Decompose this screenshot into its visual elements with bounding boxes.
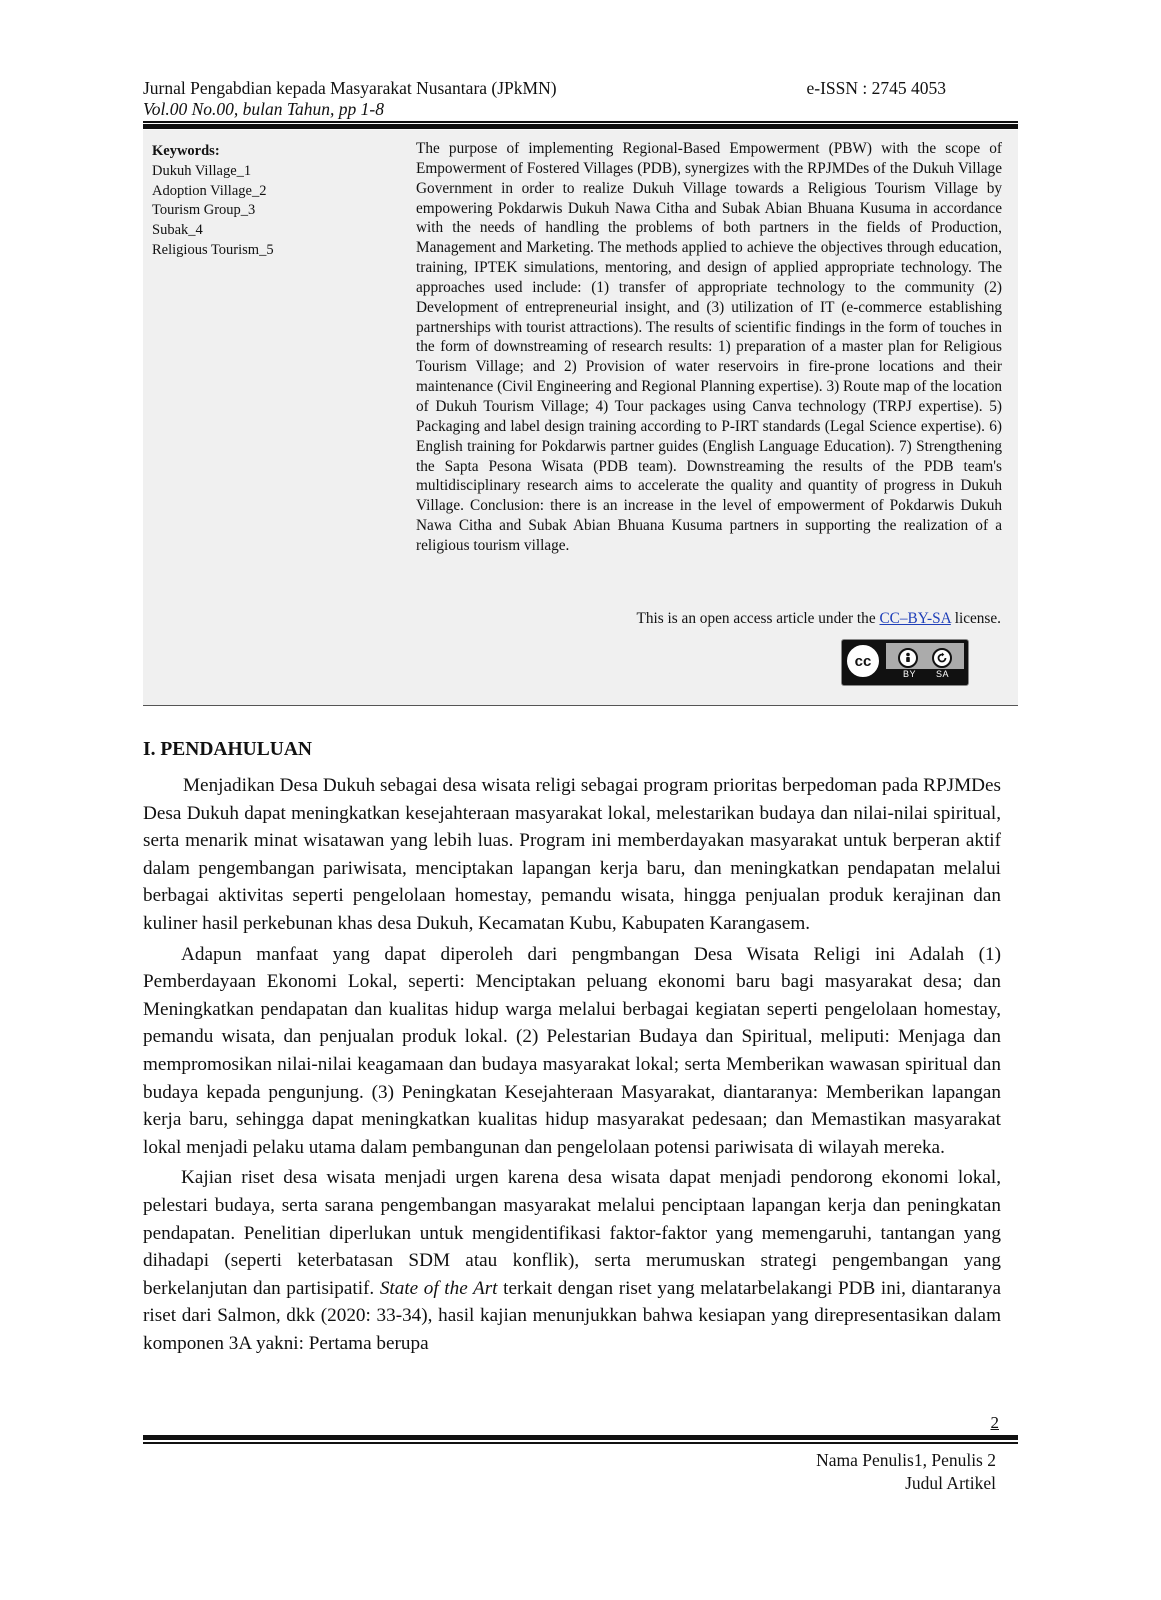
- license-statement: [636, 610, 1001, 628]
- body-paragraph: [143, 1164, 1001, 1357]
- header-rule-thick: [143, 124, 1018, 129]
- by-label: BY: [903, 669, 917, 679]
- badge-grey-band: [886, 643, 964, 669]
- keyword-item: Subak_4: [152, 222, 203, 239]
- keyword-item: Dukuh Village_1: [152, 162, 252, 179]
- license-link[interactable]: CC–BY-SA: [879, 610, 951, 627]
- italic-term: State of the Art: [379, 1277, 498, 1299]
- license-prefix: This is an open access article under the: [636, 610, 880, 627]
- keyword-item: Religious Tourism_5: [152, 241, 274, 258]
- by-person-icon: [898, 648, 918, 668]
- issn: e-ISSN : 2745 4053: [806, 78, 946, 98]
- license-suffix: license.: [950, 610, 1001, 627]
- body-paragraph: Menjadikan Desa Dukuh sebagai desa wisata religi sebagai program prioritas berpedoman pada RPJMDes Desa Dukuh dapat meningkatkan kesejahteraan masyarakat lokal, melestarikan budaya dan nilai-nilai spiritual, serta menarik minat wisatawan yang lebih luas. Program ini memberdayakan masyarakat untuk berperan aktif dalam pengembangan pariwisata, menciptakan lapangan kerja baru, dan meningkatkan pendapatan melalui berbagai aktivitas seperti pengelolaan homestay, pemandu wisata, hingga penjualan produk kerajinan dan kuliner hasil perkebunan khas desa Dukuh, Kecamatan Kubu, Kabupaten Karangasem.: [143, 775, 1001, 934]
- page-number: 2: [990, 1413, 999, 1432]
- keywords-title: Keywords:: [152, 143, 220, 159]
- header-rule-thin: [143, 121, 1018, 123]
- paragraph-text: terkait dengan riset yang melatarbelakangi PDB ini, diantaranya riset dari Salmon, dkk (2020: 33-34), hasil kajian menunjukkan bahwa kesiapan yang direpresentasikan dalam komponen 3A yakni: Pertama berupa: [143, 1277, 1001, 1354]
- paragraph-text: Kajian riset desa wisata menjadi urgen karena desa wisata dapat menjadi pendorong ekonomi lokal, pelestari budaya, serta sarana pengembangan masyarakat melalui penciptaan lapangan kerja dan peningkatan pendapatan. Penelitian diperlukan untuk mengidentifikasi faktor-faktor yang memengaruhi, tantangan yang dihadapi (seperti keterbatasan SDM atau konflik), serta merumuskan strategi pengembangan yang berkelanjutan dan partisipatif.: [143, 1167, 1001, 1299]
- section-title: I. PENDAHULUAN: [143, 739, 313, 760]
- sa-label: SA: [936, 669, 950, 679]
- keyword-item: Adoption Village_2: [152, 182, 267, 199]
- journal-name: Jurnal Pengabdian kepada Masyarakat Nusantara (JPkMN): [143, 78, 557, 98]
- keyword-item: Tourism Group_3: [152, 202, 256, 219]
- keywords-block: [152, 142, 274, 261]
- section-body: [143, 772, 1001, 1360]
- volume-info: Vol.00 No.00, bulan Tahun, pp 1-8: [143, 99, 384, 119]
- abstract-box: [143, 130, 1018, 706]
- footer-rule-thin: [143, 1442, 1018, 1444]
- footer-article-title: Judul Artikel: [905, 1473, 996, 1493]
- cc-by-sa-badge[interactable]: [841, 639, 969, 686]
- running-footer: [816, 1449, 996, 1495]
- footer-authors: Nama Penulis1, Penulis 2: [816, 1450, 996, 1470]
- footer-rule-thick: [143, 1435, 1018, 1440]
- body-paragraph: Adapun manfaat yang dapat diperoleh dari pengmbangan Desa Wisata Religi ini Adalah (1) Pemberdayaan Ekonomi Lokal, seperti: Menciptakan peluang ekonomi baru bagi masyarakat desa; dan Meningkatkan pendapatan dan kualitas hidup warga melalui berbagai kegiatan seperti pengelolaan homestay, pemandu wisata, dan penjualan produk lokal. (2) Pelestarian Budaya dan Spiritual, meliputi: Menjaga dan mempromosikan nilai-nilai keagamaan dan budaya masyarakat lokal; serta Memberikan wawasan spiritual dan budaya kepada pengunjung. (3) Peningkatan Kesejahteraan Masyarakat, diantaranya: Memberikan lapangan kerja baru, sehingga dapat meningkatkan kualitas hidup masyarakat pedesaan; dan Memastikan masyarakat lokal menjadi pelaku utama dalam pembangunan dan pengelolaan potensi pariwisata di wilayah mereka.: [143, 943, 1001, 1158]
- sa-share-alike-icon: [932, 648, 952, 668]
- cc-icon: cc: [845, 643, 881, 679]
- abstract-text: The purpose of implementing Regional-Based Empowerment (PBW) with the scope of Empowerment of Fostered Villages (PDB), synergizes with the RPJMDes of the Dukuh Village Government in order to realize Dukuh Village towards a Religious Tourism Village by empowering Pokdarwis Dukuh Nawa Citha and Subak Abian Bhuana Kusuma in accordance with the needs of handling the problems of both partners in the fields of Production, Management and Marketing. The methods applied to achieve the objectives through education, training, IPTEK simulations, mentoring, and design of applied appropriate technology. The approaches used include: (1) transfer of appropriate technology to the community (2) Development of entrepreneurial insight, and (3) utilization of IT (e-commerce establishing partnerships with tourist attractions). The results of scientific findings in the form of touches in the form of downstreaming of research results: 1) preparation of a master plan for Religious Tourism Village; and 2) Provision of water reservoirs in fire-prone locations and their maintenance (Civil Engineering and Regional Planning expertise). 3) Route map of the location of Dukuh Tourism Village; 4) Tour packages using Canva technology (TRPJ expertise). 5) Packaging and label design training according to P-IRT standards (Legal Science expertise). 6) English training for Pokdarwis partner guides (English Language Education). 7) Strengthening the Sapta Pesona Wisata (PDB team). Downstreaming the results of the PDB team's multidisciplinary research aims to accelerate the quality and quantity of progress in Dukuh Village. Conclusion: there is an increase in the level of empowerment of Pokdarwis Dukuh Nawa Citha and Subak Abian Bhuana Kusuma partners in supporting the realization of a religious tourism village.: [416, 140, 1002, 554]
- running-header: [143, 78, 1018, 120]
